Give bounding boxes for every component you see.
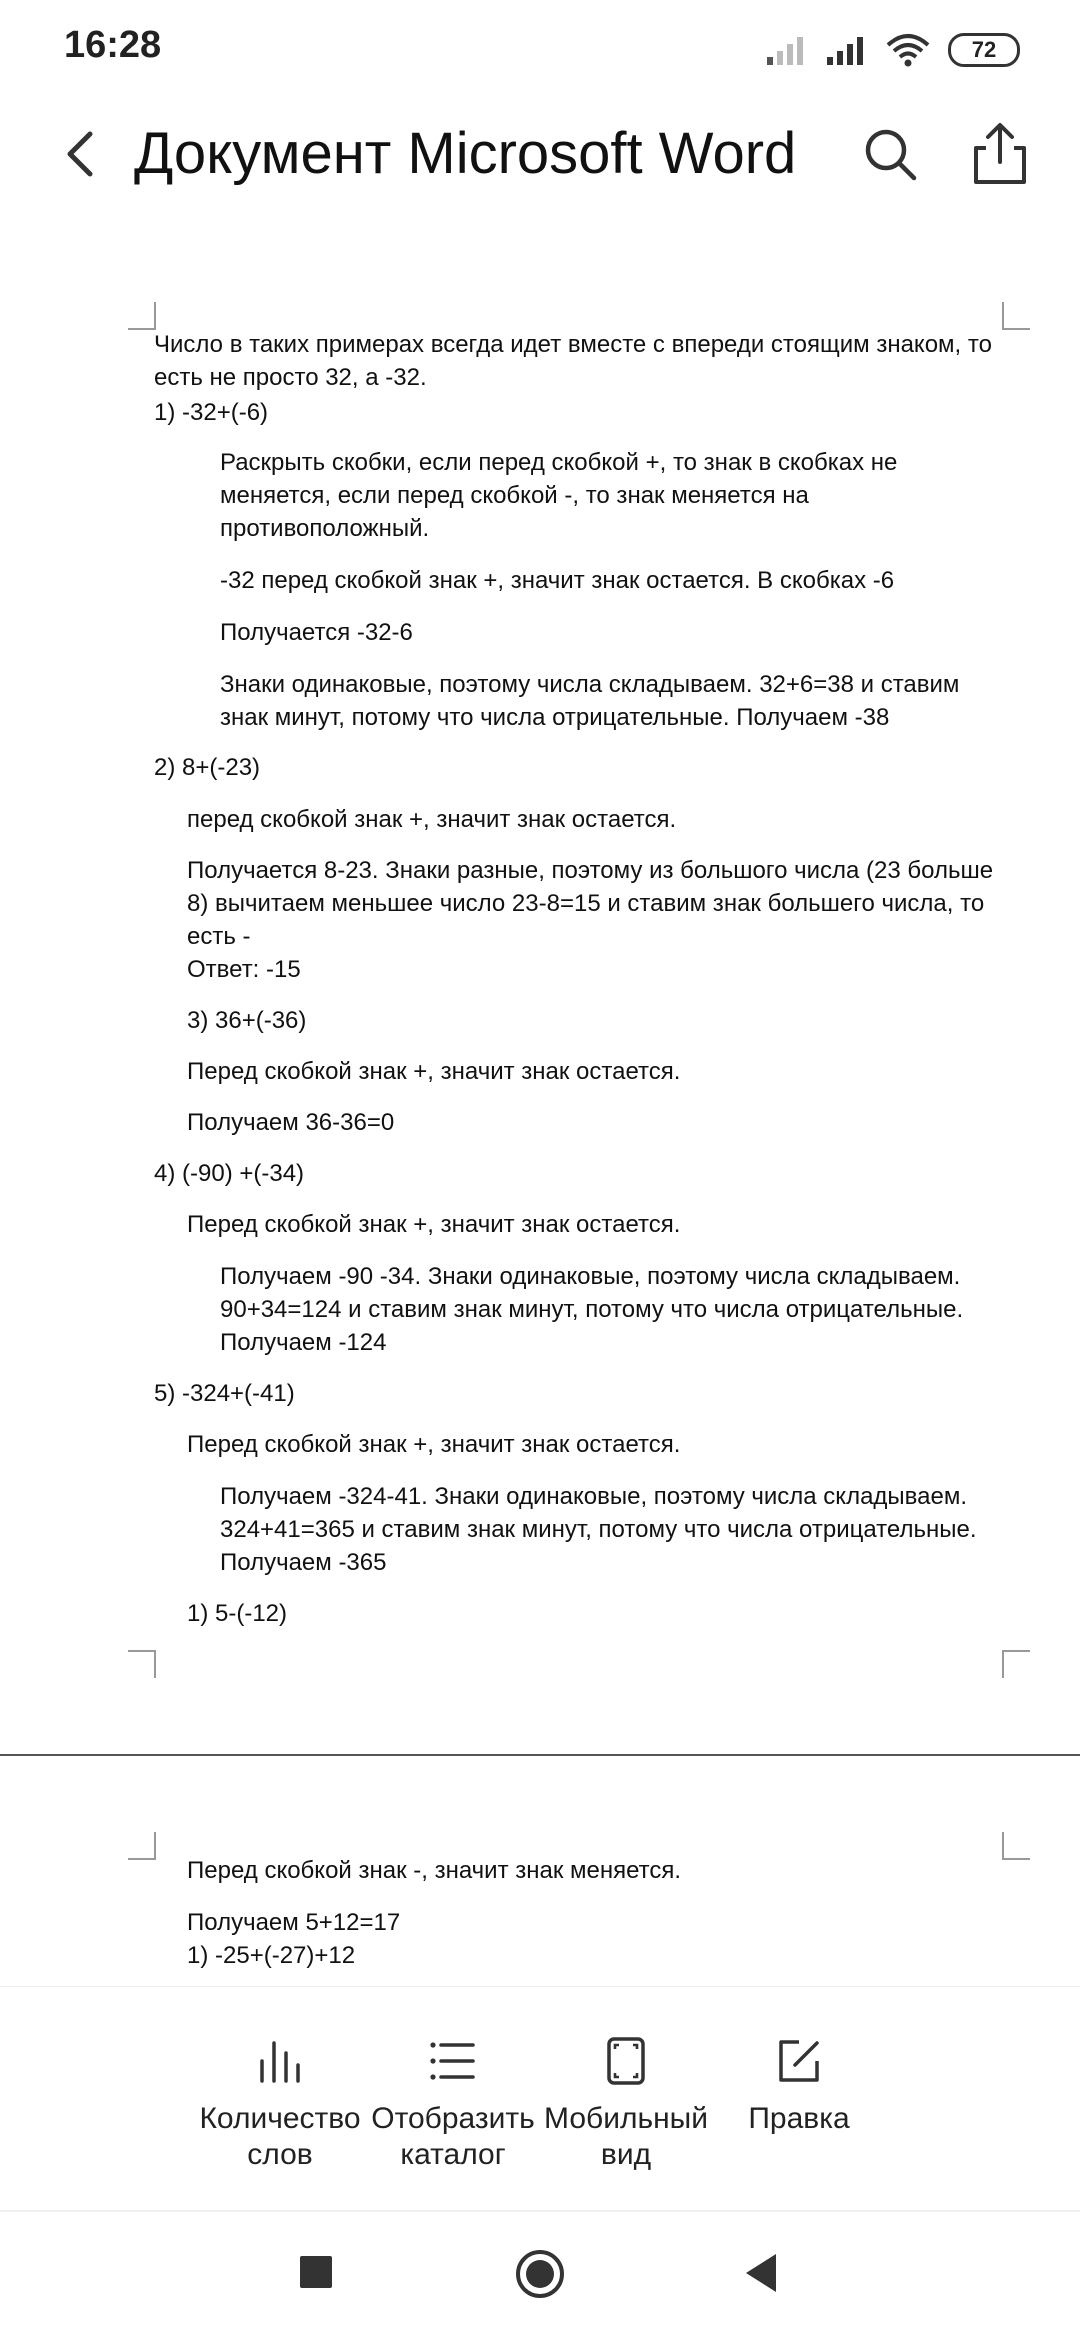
document-line: 1) 5-(-12) xyxy=(187,1600,288,1627)
system-navigation-bar xyxy=(0,2212,1080,2340)
document-line: противоположный. xyxy=(220,515,430,542)
edit-button[interactable] xyxy=(709,1987,889,2137)
document-line: 4) (-90) +(-34) xyxy=(154,1160,305,1187)
page-corner-mark xyxy=(128,1650,156,1678)
back-icon[interactable] xyxy=(742,2252,780,2294)
mobile-view-icon xyxy=(600,2035,652,2087)
document-line: Получаем 36-36=0 xyxy=(187,1109,395,1136)
document-line: есть - xyxy=(187,923,251,950)
share-icon[interactable] xyxy=(968,120,1032,188)
signal-icon xyxy=(826,35,868,65)
document-line: есть не просто 32, а -32. xyxy=(154,364,427,391)
mobile-view-label: Мобильный вид xyxy=(544,2102,708,2171)
document-line: 8) вычитаем меньшее число 23-8=15 и ставим знак большего числа, то xyxy=(187,890,985,917)
bar-chart-icon xyxy=(254,2035,306,2087)
battery-indicator xyxy=(948,33,1020,67)
recent-apps-icon[interactable] xyxy=(298,2254,334,2290)
status-icons xyxy=(766,30,1020,70)
document-line: 2) 8+(-23) xyxy=(154,754,261,781)
document-line: Получаем -90 -34. Знаки одинаковые, поэтому числа складываем. xyxy=(220,1263,961,1290)
document-line: 324+41=365 и ставим знак минут, потому что числа отрицательные. xyxy=(220,1516,977,1543)
document-line: Перед скобкой знак +, значит знак остается. xyxy=(187,1431,681,1458)
document-line: Знаки одинаковые, поэтому числа складываем. 32+6=38 и ставим xyxy=(220,671,960,698)
status-time: 16:28 xyxy=(64,24,162,66)
document-line: -32 перед скобкой знак +, значит знак остается. В скобках -6 xyxy=(220,567,895,594)
document-line: Перед скобкой знак +, значит знак остается. xyxy=(187,1211,681,1238)
document-line: 90+34=124 и ставим знак минут, потому что числа отрицательные. xyxy=(220,1296,964,1323)
word-count-label: Количество слов xyxy=(199,2102,361,2171)
search-icon[interactable] xyxy=(858,122,922,186)
document-line: знак минут, потому что числа отрицательные. Получаем -38 xyxy=(220,704,890,731)
document-line: 3) 36+(-36) xyxy=(187,1007,307,1034)
mobile-view-button[interactable] xyxy=(536,1987,716,2173)
document-title: Документ Microsoft Word xyxy=(134,121,797,186)
document-line: меняется, если перед скобкой -, то знак меняется на xyxy=(220,482,809,509)
document-line: 5) -324+(-41) xyxy=(154,1380,295,1407)
page-corner-mark xyxy=(128,302,156,330)
home-icon[interactable] xyxy=(514,2248,566,2300)
bottom-toolbar xyxy=(0,1986,1080,2211)
document-line: Перед скобкой знак -, значит знак меняется. xyxy=(187,1857,682,1884)
signal-icon xyxy=(766,35,808,65)
battery-level: 72 xyxy=(971,37,997,62)
document-line: Получаем -124 xyxy=(220,1329,387,1356)
wifi-icon xyxy=(886,33,930,67)
document-line: Получаем 5+12=17 xyxy=(187,1909,401,1936)
document-line: Раскрыть скобки, если перед скобкой +, то знак в скобках не xyxy=(220,449,898,476)
document-line: Получается 8-23. Знаки разные, поэтому из большого числа (23 больше xyxy=(187,857,994,884)
page-corner-mark xyxy=(128,1832,156,1860)
document-line: Получаем -324-41. Знаки одинаковые, поэтому числа складываем. xyxy=(220,1483,968,1510)
edit-label: Правка xyxy=(748,2102,850,2135)
app-header xyxy=(0,100,1080,220)
document-line: 1) -25+(-27)+12 xyxy=(187,1942,356,1969)
edit-icon xyxy=(773,2035,825,2087)
document-line: Ответ: -15 xyxy=(187,956,301,983)
page-corner-mark xyxy=(1002,1832,1030,1860)
document-line: Перед скобкой знак +, значит знак остается. xyxy=(187,1058,681,1085)
page-corner-mark xyxy=(1002,1650,1030,1678)
page-corner-mark xyxy=(1002,302,1030,330)
document-line: перед скобкой знак +, значит знак остается. xyxy=(187,806,677,833)
list-icon xyxy=(427,2035,479,2087)
document-line: 1) -32+(-6) xyxy=(154,399,269,426)
document-line: Число в таких примерах всегда идет вместе с впереди стоящим знаком, то xyxy=(154,331,992,358)
document-line: Получаем -365 xyxy=(220,1549,387,1576)
show-catalog-label: Отобразить каталог xyxy=(371,2102,535,2171)
status-bar xyxy=(0,0,1080,100)
page-divider xyxy=(0,1754,1080,1756)
word-count-button[interactable] xyxy=(190,1987,370,2173)
show-catalog-button[interactable] xyxy=(363,1987,543,2173)
back-arrow-icon[interactable] xyxy=(52,124,112,184)
document-line: Получается -32-6 xyxy=(220,619,413,646)
